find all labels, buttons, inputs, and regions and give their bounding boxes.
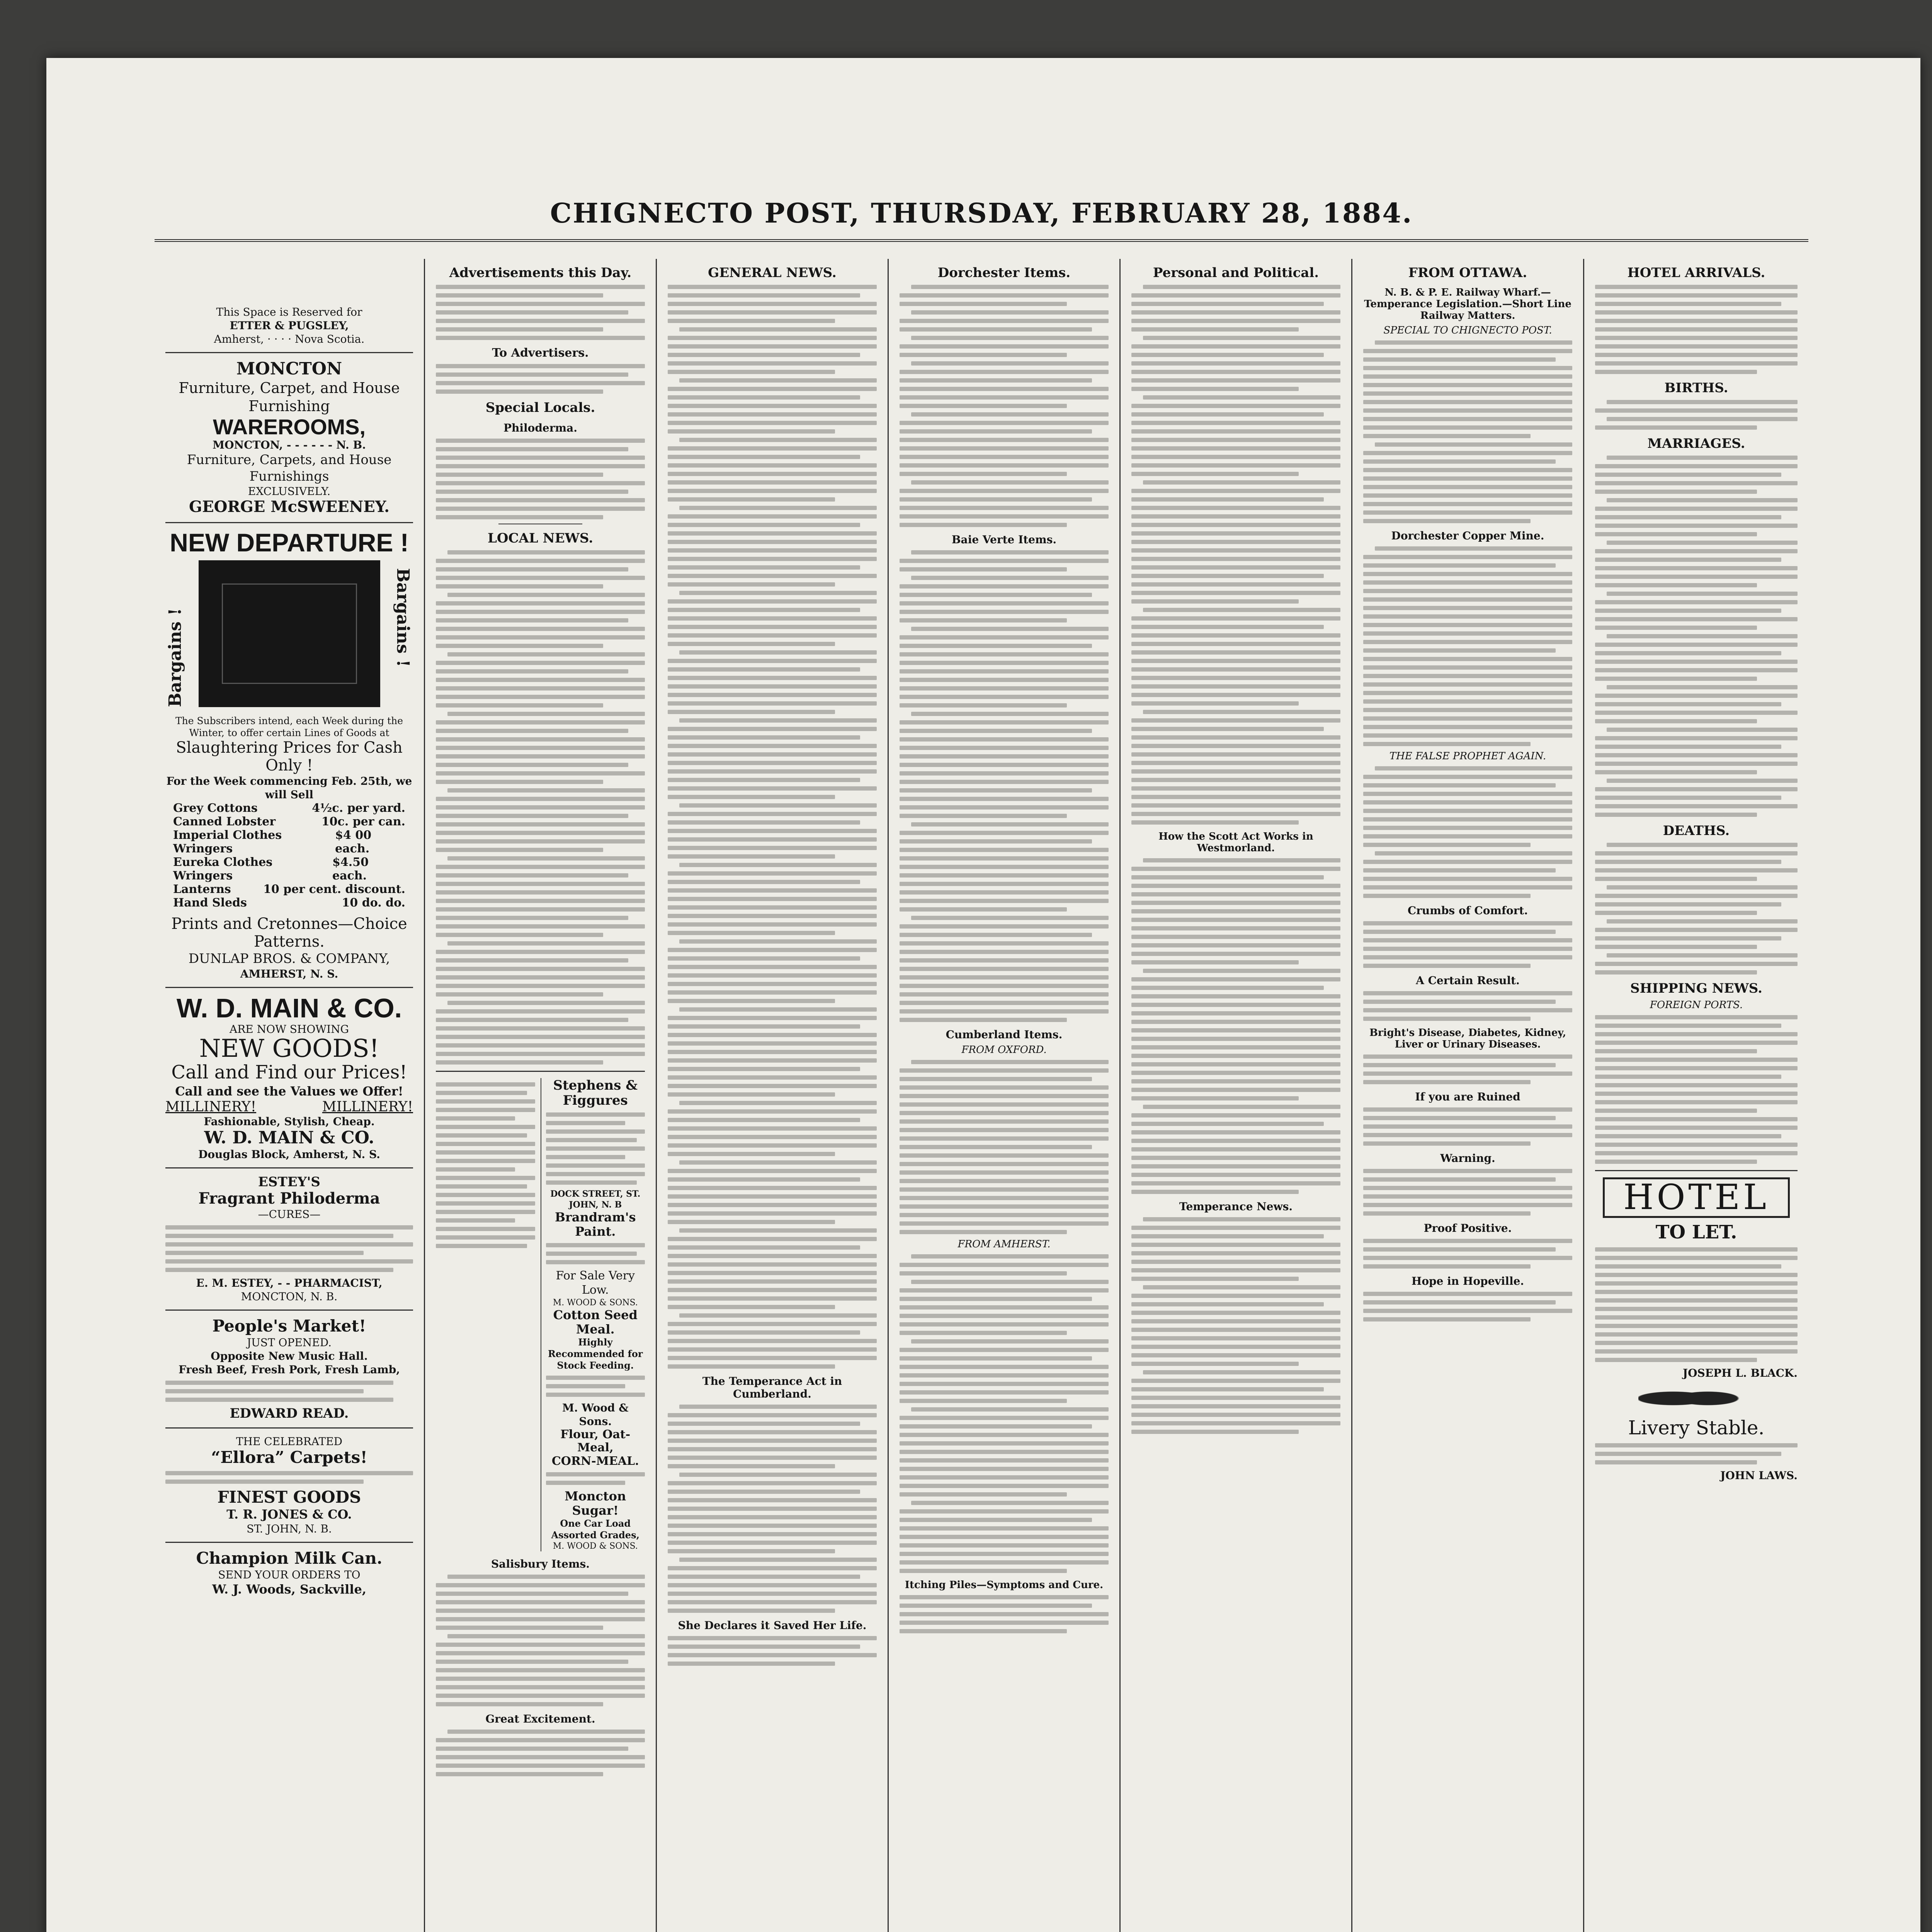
reserved-line: This Space is Reserved for xyxy=(216,306,362,318)
certain-result: A Certain Result. xyxy=(1416,974,1520,987)
peoples-market: People's Market! xyxy=(212,1316,366,1336)
dunlap-place: AMHERST, N. S. xyxy=(240,967,338,980)
bargains-right: Bargains ! xyxy=(393,568,413,667)
bargains-left: Bargains ! xyxy=(165,608,185,707)
how-scott-act: How the Scott Act Works in Westmorland. xyxy=(1158,831,1313,854)
fashionable: Fashionable, Stylish, Cheap. xyxy=(204,1115,375,1128)
masthead xyxy=(155,197,1808,242)
estey-place: MONCTON, N. B. xyxy=(241,1290,338,1303)
crumbs-comfort: Crumbs of Comfort. xyxy=(1407,904,1528,917)
slaughtering: Slaughtering Prices for Cash Only ! xyxy=(176,739,403,775)
column-3 xyxy=(657,259,889,1932)
column-5 xyxy=(1121,259,1352,1932)
general-news-heading: GENERAL NEWS. xyxy=(708,265,837,281)
exclusively: EXCLUSIVELY. xyxy=(248,485,331,498)
corn-meal: CORN-MEAL. xyxy=(551,1454,639,1468)
edward-read: EDWARD READ. xyxy=(230,1405,349,1421)
temperance-news: Temperance News. xyxy=(1179,1200,1293,1213)
flour-oatmeal: Flour, Oat-Meal, xyxy=(560,1427,631,1455)
finest-goods: FINEST GOODS xyxy=(217,1487,361,1507)
column-7 xyxy=(1584,259,1808,1932)
new-departure: NEW DEPARTURE ! xyxy=(170,528,409,557)
price-item: Hand Sleds 10 do. do. xyxy=(173,896,405,910)
price-list xyxy=(165,801,413,910)
horse-carriage-icon xyxy=(1638,1383,1754,1414)
hotel-heading: HOTEL xyxy=(1603,1177,1790,1218)
trjones: T. R. JONES & CO. xyxy=(226,1507,352,1522)
warning: Warning. xyxy=(1440,1152,1495,1165)
for-sale-low: For Sale Very Low. xyxy=(556,1269,635,1297)
stephens-place: DOCK STREET, ST. JOHN, N. B xyxy=(550,1189,641,1210)
from-amherst: FROM AMHERST. xyxy=(957,1238,1051,1250)
furniture-2: Furniture, Carpets, and House Furnishings xyxy=(187,452,392,484)
trjones-place: ST. JOHN, N. B. xyxy=(247,1522,332,1536)
price-item: Grey Cottons 4½c. per yard. xyxy=(173,801,405,815)
estey-name: E. M. ESTEY, - - PHARMACIST, xyxy=(196,1277,383,1290)
reserved-name: ETTER & PUGSLEY, xyxy=(230,319,349,332)
dorchester-copper: Dorchester Copper Mine. xyxy=(1391,529,1544,542)
false-prophet: THE FALSE PROPHET AGAIN. xyxy=(1389,750,1546,762)
great-excitement: Great Excitement. xyxy=(485,1713,595,1726)
music-hall: Opposite New Music Hall. xyxy=(211,1349,368,1362)
foreign-ports: FOREIGN PORTS. xyxy=(1650,999,1743,1011)
celebrated: THE CELEBRATED xyxy=(236,1435,343,1448)
new-goods: NEW GOODS! xyxy=(199,1034,379,1063)
births: BIRTHS. xyxy=(1664,380,1728,396)
philoderma-local: Philoderma. xyxy=(503,422,578,434)
dorchester-items: Dorchester Items. xyxy=(937,265,1071,281)
just-opened: JUST OPENED. xyxy=(247,1336,332,1349)
special-locals: Special Locals. xyxy=(485,400,595,415)
mwood-3: M. WOOD & SONS. xyxy=(553,1541,638,1551)
one-car-load: One Car Load Assorted Grades, xyxy=(551,1517,639,1541)
woods-sackville: W. J. Woods, Sackville, xyxy=(212,1582,366,1597)
proof-positive: Proof Positive. xyxy=(1423,1222,1512,1235)
newspaper-page xyxy=(46,58,1920,1932)
livery-stable: Livery Stable. xyxy=(1628,1416,1765,1439)
estey: ESTEY'S xyxy=(258,1174,320,1190)
cures: —CURES— xyxy=(258,1208,321,1221)
dunlap: DUNLAP BROS. & COMPANY, xyxy=(188,951,390,967)
reserved-place: Amherst, · · · · Nova Scotia. xyxy=(214,333,365,345)
marriages: MARRIAGES. xyxy=(1647,436,1745,451)
to-advertisers: To Advertisers. xyxy=(492,346,589,360)
brights-disease: Bright's Disease, Diabetes, Kidney, Liver or Urinary Diseases. xyxy=(1369,1027,1566,1050)
special-to-post: SPECIAL TO CHIGNECTO POST. xyxy=(1383,325,1552,336)
from-oxford: FROM OXFORD. xyxy=(961,1044,1047,1056)
call-see: Call and see the Values we Offer! xyxy=(175,1083,403,1099)
call-prices: Call and Find our Prices! xyxy=(171,1061,407,1083)
now-showing: ARE NOW SHOWING xyxy=(229,1023,349,1036)
subscribers-text: The Subscribers intend, each Week during the Winter, to offer certain Lines of Goods at xyxy=(175,715,403,738)
brandram-paint: Brandram's Paint. xyxy=(554,1210,636,1239)
philoderma-ad: Fragrant Philoderma xyxy=(198,1189,380,1208)
stephens-figgures: Stephens & Figgures xyxy=(553,1078,638,1109)
ellora-carpets: “Ellora” Carpets! xyxy=(211,1447,367,1467)
champion-milk-can: Champion Milk Can. xyxy=(196,1549,383,1568)
baie-verte-items: Baie Verte Items. xyxy=(951,533,1057,546)
moncton-heading: MONCTON xyxy=(236,359,342,379)
temperance-cumberland: The Temperance Act in Cumberland. xyxy=(702,1375,842,1400)
week-line: For the Week commencing Feb. 25th, we will Sell xyxy=(166,775,412,801)
she-declares: She Declares it Saved Her Life. xyxy=(678,1619,867,1632)
millinery-row: MILLINERY! MILLINERY! xyxy=(165,1099,413,1115)
bargains-illustration xyxy=(199,560,380,707)
if-ruined: If you are Ruined xyxy=(1415,1090,1520,1103)
column-1-ads xyxy=(155,259,425,1932)
to-let: TO LET. xyxy=(1655,1221,1737,1243)
itching-piles: Itching Piles—Symptoms and Cure. xyxy=(905,1579,1104,1591)
hotel-arrivals: HOTEL ARRIVALS. xyxy=(1627,265,1765,281)
joseph-black: JOSEPH L. BLACK. xyxy=(1682,1366,1798,1379)
nb-pe-railway: N. B. & P. E. Railway Wharf.—Temperance Legislation.—Short Line Railway Matters. xyxy=(1364,287,1571,321)
from-ottawa: FROM OTTAWA. xyxy=(1408,265,1527,281)
ads-today-heading: Advertisements this Day. xyxy=(449,265,632,281)
furniture-heading: Furniture, Carpet, and House Furnishing xyxy=(179,379,400,415)
moncton-nb: MONCTON, - - - - - - N. B. xyxy=(213,439,366,452)
personal-political: Personal and Political. xyxy=(1153,265,1319,281)
price-item: Canned Lobster 10c. per can. xyxy=(173,815,405,829)
price-item: Imperial Clothes Wringers $4 00 each. xyxy=(173,828,372,856)
wd-main: W. D. MAIN & CO. xyxy=(176,993,402,1023)
cumberland-items: Cumberland Items. xyxy=(946,1028,1063,1041)
wd-main-2: W. D. MAIN & CO. xyxy=(204,1128,374,1148)
douglas-block: Douglas Block, Amherst, N. S. xyxy=(198,1148,380,1161)
price-item: Lanterns 10 per cent. discount. xyxy=(173,883,405,896)
price-item: Eureka Clothes Wringers $4.50 each. xyxy=(173,855,369,883)
moncton-sugar: Moncton Sugar! xyxy=(565,1489,626,1518)
warerooms: WAREROOMS, xyxy=(213,414,366,439)
prints-line: Prints and Cretonnes—Choice Patterns. xyxy=(171,915,407,951)
fresh-meat: Fresh Beef, Fresh Pork, Fresh Lamb, xyxy=(178,1363,400,1376)
salisbury-items: Salisbury Items. xyxy=(491,1558,590,1571)
mcsweeney: GEORGE McSWEENEY. xyxy=(189,498,390,516)
hope-hopeville: Hope in Hopeville. xyxy=(1411,1275,1524,1287)
shipping-news: SHIPPING NEWS. xyxy=(1630,981,1762,996)
highly-recommended: Highly Recommended for Stock Feeding. xyxy=(548,1336,643,1371)
masthead-title: CHIGNECTO POST, THURSDAY, FEBRUARY 28, 1884. xyxy=(550,197,1413,229)
mwood-2: M. Wood & Sons. xyxy=(562,1401,629,1428)
cotton-seed-meal: Cotton Seed Meal. xyxy=(553,1308,638,1337)
columns xyxy=(155,259,1808,1932)
column-2 xyxy=(425,259,657,1932)
local-news-heading: LOCAL NEWS. xyxy=(487,531,594,546)
send-orders: SEND YOUR ORDERS TO xyxy=(218,1568,361,1581)
mwood-1: M. WOOD & SONS. xyxy=(553,1298,638,1308)
column-6 xyxy=(1352,259,1584,1932)
column-4 xyxy=(889,259,1121,1932)
deaths: DEATHS. xyxy=(1663,823,1730,838)
john-laws: JOHN LAWS. xyxy=(1720,1469,1798,1482)
